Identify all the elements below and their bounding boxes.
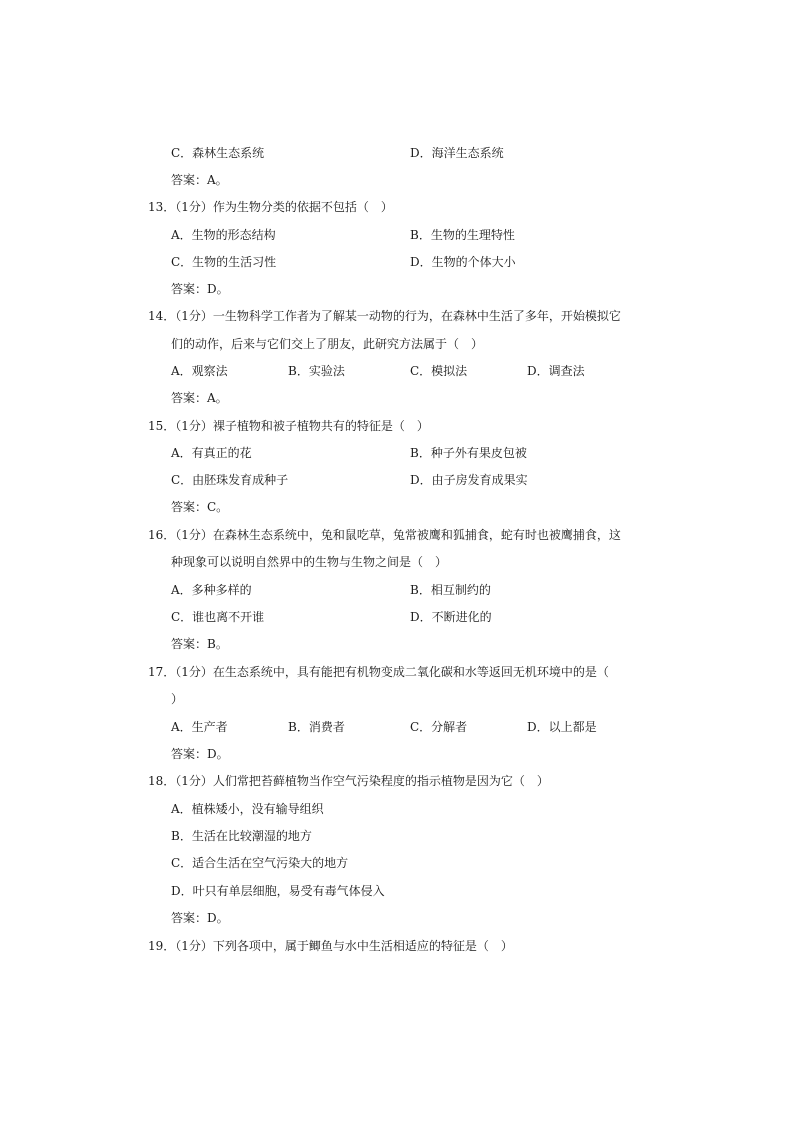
q14-answer: 答案：A。 (171, 391, 228, 405)
q17-answer: 答案：D。 (171, 747, 229, 761)
q13-option-a: A．生物的形态结构 (171, 228, 276, 242)
q13-option-d: D．生物的个体大小 (410, 255, 516, 269)
q14-option-a: A．观察法 (171, 364, 228, 378)
q19-stem: 19．（1分）下列各项中，属于鲫鱼与水中生活相适应的特征是（ ） (148, 939, 513, 953)
q13-answer: 答案：D。 (171, 282, 229, 296)
q17-option-b: B．消费者 (288, 720, 345, 734)
q15-stem: 15．（1分）裸子植物和被子植物共有的特征是（ ） (148, 419, 429, 433)
q17-option-a: A．生产者 (171, 720, 228, 734)
q17-stem-line1: 17．（1分）在生态系统中，具有能把有机物变成二氧化碳和水等返回无机环境中的是（ (148, 665, 609, 679)
q16-option-c: C．谁也离不开谁 (171, 610, 265, 624)
q15-answer: 答案：C。 (171, 500, 229, 514)
q18-answer: 答案：D。 (171, 911, 229, 925)
q16-stem-line2: 种现象可以说明自然界中的生物与生物之间是（ ） (171, 555, 448, 569)
q18-option-d: D．叶只有单层细胞，易受有毒气体侵入 (171, 884, 385, 898)
q14-option-c: C．模拟法 (410, 364, 468, 378)
q14-stem-line2: 们的动作，后来与它们交上了朋友，此研究方法属于（ ） (171, 337, 484, 351)
q16-option-d: D．不断进化的 (410, 610, 492, 624)
q12-option-c: C．森林生态系统 (171, 146, 265, 160)
q14-stem-line1: 14．（1分）一生物科学工作者为了解某一动物的行为，在森林中生活了多年，开始模拟它 (148, 309, 621, 323)
q13-option-b: B．生物的生理特性 (410, 228, 515, 242)
q14-option-b: B．实验法 (288, 364, 345, 378)
q13-option-c: C．生物的生活习性 (171, 255, 277, 269)
q13-stem: 13．（1分）作为生物分类的依据不包括（ ） (148, 200, 393, 214)
q15-option-c: C．由胚珠发育成种子 (171, 473, 289, 487)
q15-option-d: D．由子房发育成果实 (410, 473, 528, 487)
q12-option-d: D．海洋生态系统 (410, 146, 504, 160)
q18-option-a: A．植株矮小，没有输导组织 (171, 802, 324, 816)
q16-stem-line1: 16．（1分）在森林生态系统中，兔和鼠吃草，兔常被鹰和狐捕食，蛇有时也被鹰捕食，这 (148, 528, 621, 542)
q16-option-b: B．相互制约的 (410, 583, 491, 597)
q17-option-d: D．以上都是 (527, 720, 597, 734)
q18-stem: 18．（1分）人们常把苔藓植物当作空气污染程度的指示植物是因为它（ ） (148, 774, 549, 788)
q17-option-c: C．分解者 (410, 720, 468, 734)
q18-option-b: B．生活在比较潮湿的地方 (171, 829, 312, 843)
q15-option-a: A．有真正的花 (171, 446, 252, 460)
q14-option-d: D．调查法 (527, 364, 585, 378)
q16-answer: 答案：B。 (171, 637, 228, 651)
q17-stem-line2: ） (171, 692, 184, 706)
q18-option-c: C．适合生活在空气污染大的地方 (171, 856, 349, 870)
q12-answer: 答案：A。 (171, 173, 228, 187)
q15-option-b: B．种子外有果皮包被 (410, 446, 527, 460)
q16-option-a: A．多种多样的 (171, 583, 252, 597)
